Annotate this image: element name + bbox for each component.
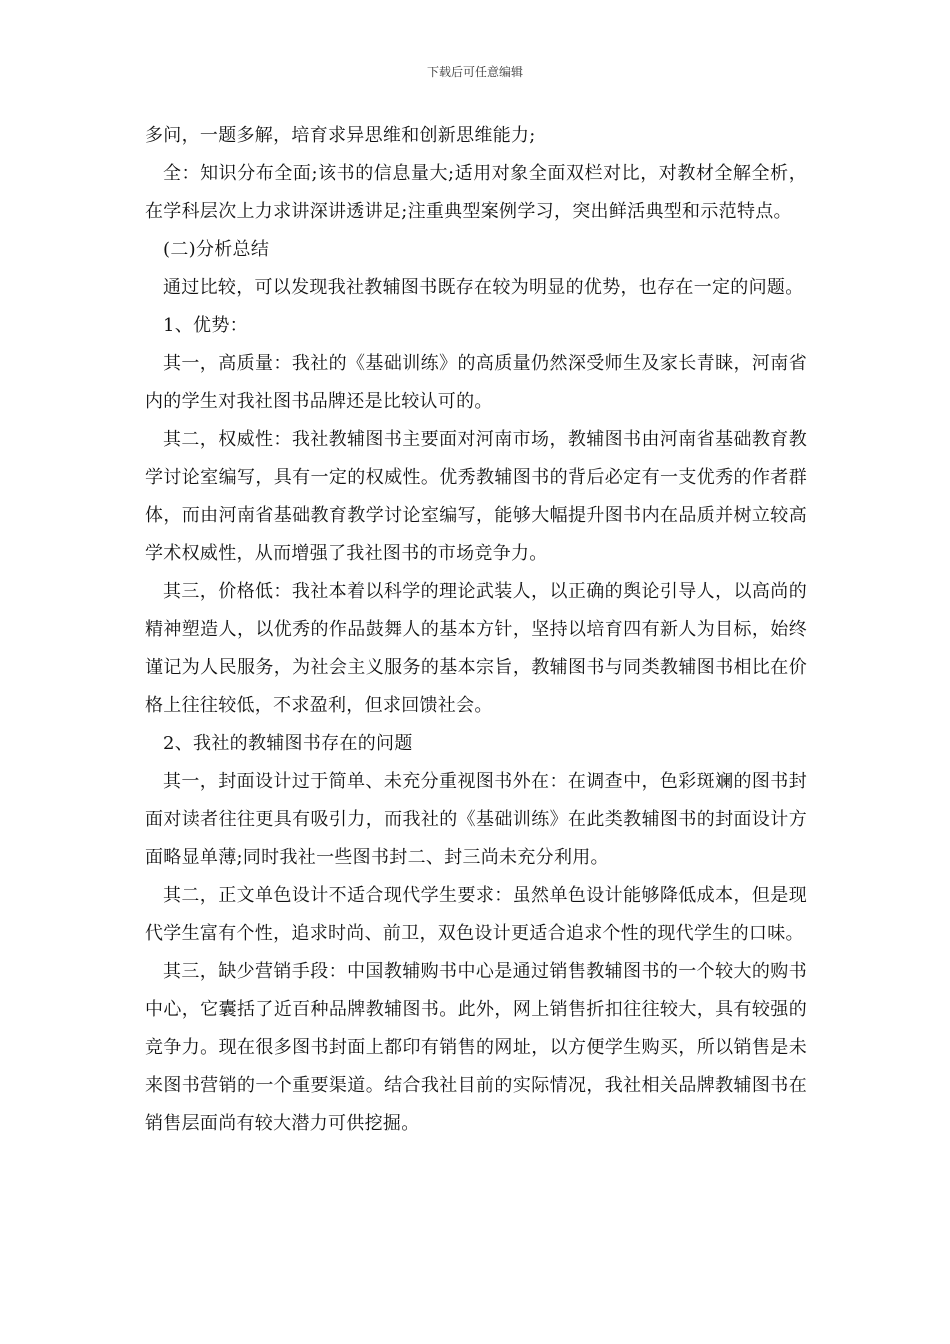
paragraph-comprehensive: 全：知识分布全面;该书的信息量大;适用对象全面双栏对比，对教材全解全析，在学科层次上力求讲深讲透讲足;注重典型案例学习，突出鲜活典型和示范特点。 [145, 163, 807, 222]
paragraph-problem-monochrome: 其二，正文单色设计不适合现代学生要求：虽然单色设计能够降低成本，但是现代学生富有个性，追求时尚、前卫，双色设计更适合追求个性的现代学生的口味。 [145, 885, 807, 944]
document-body [145, 117, 807, 1143]
subheading-advantages: 1、优势： [163, 315, 248, 336]
subheading-problems: 2、我社的教辅图书存在的问题 [163, 733, 413, 754]
paragraph-problem-cover: 其一，封面设计过于简单、未充分重视图书外在：在调查中，色彩斑斓的图书封面对读者往往更具有吸引力，而我社的《基础训练》在此类教辅图书的封面设计方面略显单薄;同时我社一些图书封二、封三尚未充分利用。 [145, 771, 807, 868]
paragraph-comparison: 通过比较，可以发现我社教辅图书既存在较为明显的优势，也存在一定的问题。 [163, 277, 804, 298]
paragraph-problem-marketing: 其三，缺少营销手段：中国教辅购书中心是通过销售教辅图书的一个较大的购书中心，它囊括了近百种品牌教辅图书。此外，网上销售折扣往往较大，具有较强的竞争力。现在很多图书封面上都印有销售的网址，以方便学生购买，所以销售是未来图书营销的一个重要渠道。结合我社目前的实际情况，我社相关品牌教辅图书在销售层面尚有较大潜力可供挖掘。 [145, 961, 807, 1134]
paragraph-advantage-price: 其三，价格低：我社本着以科学的理论武装人，以正确的舆论引导人，以高尚的精神塑造人，以优秀的作品鼓舞人的基本方针，坚持以培育四有新人为目标，始终谨记为人民服务，为社会主义服务的基本宗旨，教辅图书与同类教辅图书相比在价格上往往较低，不求盈利，但求回馈社会。 [145, 581, 807, 716]
section-heading-analysis-summary: (二)分析总结 [163, 239, 270, 260]
page-header: 下载后可任意编辑 [426, 65, 523, 79]
paragraph-advantage-authority: 其二，权威性：我社教辅图书主要面对河南市场，教辅图书由河南省基础教育教学讨论室编写，具有一定的权威性。优秀教辅图书的背后必定有一支优秀的作者群体，而由河南省基础教育教学讨论室编写，能够大幅提升图书内在品质并树立较高学术权威性，从而增强了我社图书的市场竞争力。 [145, 429, 807, 564]
paragraph-advantage-quality: 其一，高质量：我社的《基础训练》的高质量仍然深受师生及家长青睐，河南省内的学生对我社图书品牌还是比较认可的。 [145, 353, 807, 412]
paragraph-continuation: 多问，一题多解，培育求异思维和创新思维能力; [145, 125, 536, 146]
